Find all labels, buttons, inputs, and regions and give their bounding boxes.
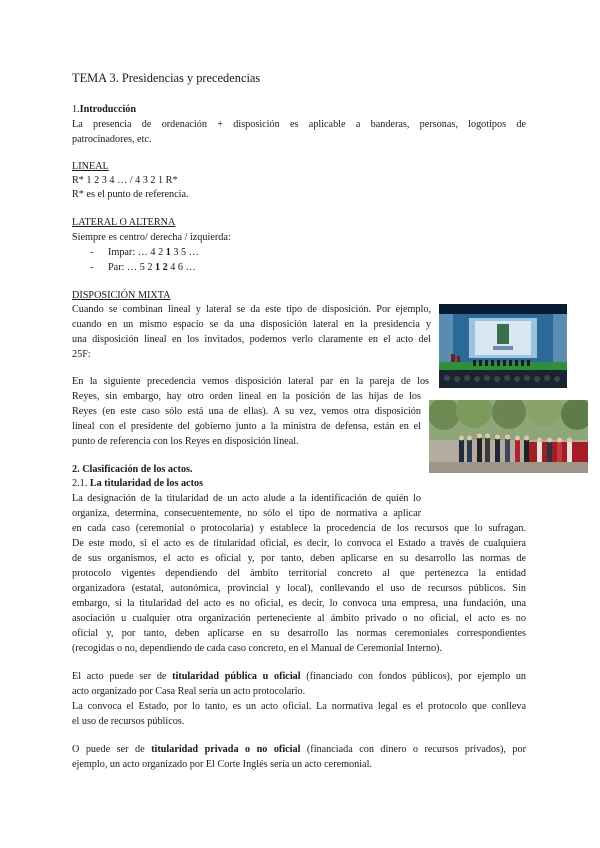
lateral-heading: LATERAL O ALTERNA [72,217,176,228]
bullet-dash: - [90,262,94,273]
intro-number: 1. [72,104,80,115]
royal-reception-photo [429,400,588,473]
page-title: TEMA 3. Presidencias y precedencias [72,71,261,85]
publica-line-4: el uso de recursos públicos. [72,716,185,727]
titularidad-line: de sus organismos, el acto es oficial y, por tanto, deben aplicarse en su desarrollo las normas de [72,553,526,564]
titularidad-line: protocolo vigentes dependiendo del ámbito territorial concreto al que pertenezca la entidad [72,568,526,579]
mixta-p2-line: En la siguiente precedencia vemos disposición lateral par en la pareja de los [72,376,429,387]
lineal-line-1: R* 1 2 3 4 … / 4 3 2 1 R* [72,175,178,186]
titularidad-heading: 2.1. La titularidad de los actos [72,478,204,489]
mixta-p1-line: cuando en un mismo espacio se da una disposición lateral en la presidencia y [72,319,431,330]
mixta-p2-line: punto de referencia con los Reyes en disposición lineal. [72,436,299,447]
lineal-line-2: R* es el punto de referencia. [72,189,189,200]
bullet-par: Par: … 5 2 1 2 4 6 … [108,262,196,273]
intro-title: Introducción [79,104,137,115]
titularidad-line: asociación u cualquier otra organización perteneciente al ámbito privado o no oficial, el acto es no [72,613,526,624]
titularidad-line: organizadora (estatal, autonómica, provincial y local), conllevando el uso de recursos públicos. Sin [72,583,526,594]
mixta-p1-line: una disposición lineal en los invitados, podemos verlo claramente en el acto del [72,334,431,345]
titularidad-line: embargo, si la titularidad del acto es no oficial, es decir, lo convoca una empresa, una fundación, una [72,598,526,609]
bullet-impar: Impar: … 4 2 1 3 5 … [108,247,199,258]
intro-line-2: patrocinadores, etc. [72,134,152,145]
titularidad-line: (recogidas o no, dependiendo de cada caso concreto, en el Manual de Ceremonial Interno). [72,643,442,654]
publica-line-2: acto organizado por Casa Real sería un acto protocolario. [72,686,306,697]
intro-heading [72,103,136,116]
titularidad-line: De este modo, si el acto es de titularidad oficial, es decir, lo convoca el Estado a través de cualquiera [72,538,526,549]
lateral-line-1: Siempre es centro/ derecha / izquierda: [72,232,231,243]
lineal-heading: LINEAL [72,161,109,172]
clasificacion-heading: 2. Clasificación de los actos. [72,464,193,475]
mixta-p1-line: Cuando se combinan lineal y lateral se da este tipo de disposición. Por ejemplo, [72,304,431,315]
privada-line-2: ejemplo, un acto organizado por El Corte Inglés sería un acto ceremonial. [72,759,372,770]
titularidad-line: en cada caso (ceremonial o protocolaria) y establece la procedencia de los recursos que lo sufragan. [72,523,526,534]
mixta-p2-line: lineal con el presidente del gobierno junto a la ministra de defensa, están en el [72,421,421,432]
titularidad-line: organiza, determina, consecuentemente, no sólo el tipo de normativa a aplicar [72,508,421,519]
privada-line-1: O puede ser de titularidad privada o no oficial (financiada con dinero o recursos privados), por [72,744,526,755]
publica-line-1: El acto puede ser de titularidad pública u oficial (financiado con fondos públicos), por ejemplo un [72,671,527,682]
mixta-heading: DISPOSICIÓN MIXTA [72,290,171,301]
titularidad-line: La designación de la titularidad de un acto alude a la identificación de quién lo [72,493,421,504]
titularidad-line: oficial y, por tanto, deben aplicarse en su desarrollo las normas ceremoniales correspondientes [72,628,526,639]
publica-line-3: La convoca el Estado, por lo tanto, es un acto oficial. La normativa legal es el protocolo que conlleva [72,701,526,712]
bullet-dash: - [90,247,94,258]
stage-ceremony-photo [439,304,567,388]
mixta-p2-line: Reyes (en este caso sólo está una de ellas). A su vez, vemos otra disposición [72,406,421,417]
intro-line-1: La presencia de ordenación + disposición es aplicable a banderas, personas, logotipos de [72,119,526,130]
mixta-p2-line: Reyes, sin embargo, hay otro orden lineal en la posición de las hijas de los [72,391,421,402]
mixta-p1-line: 25F: [72,349,91,360]
